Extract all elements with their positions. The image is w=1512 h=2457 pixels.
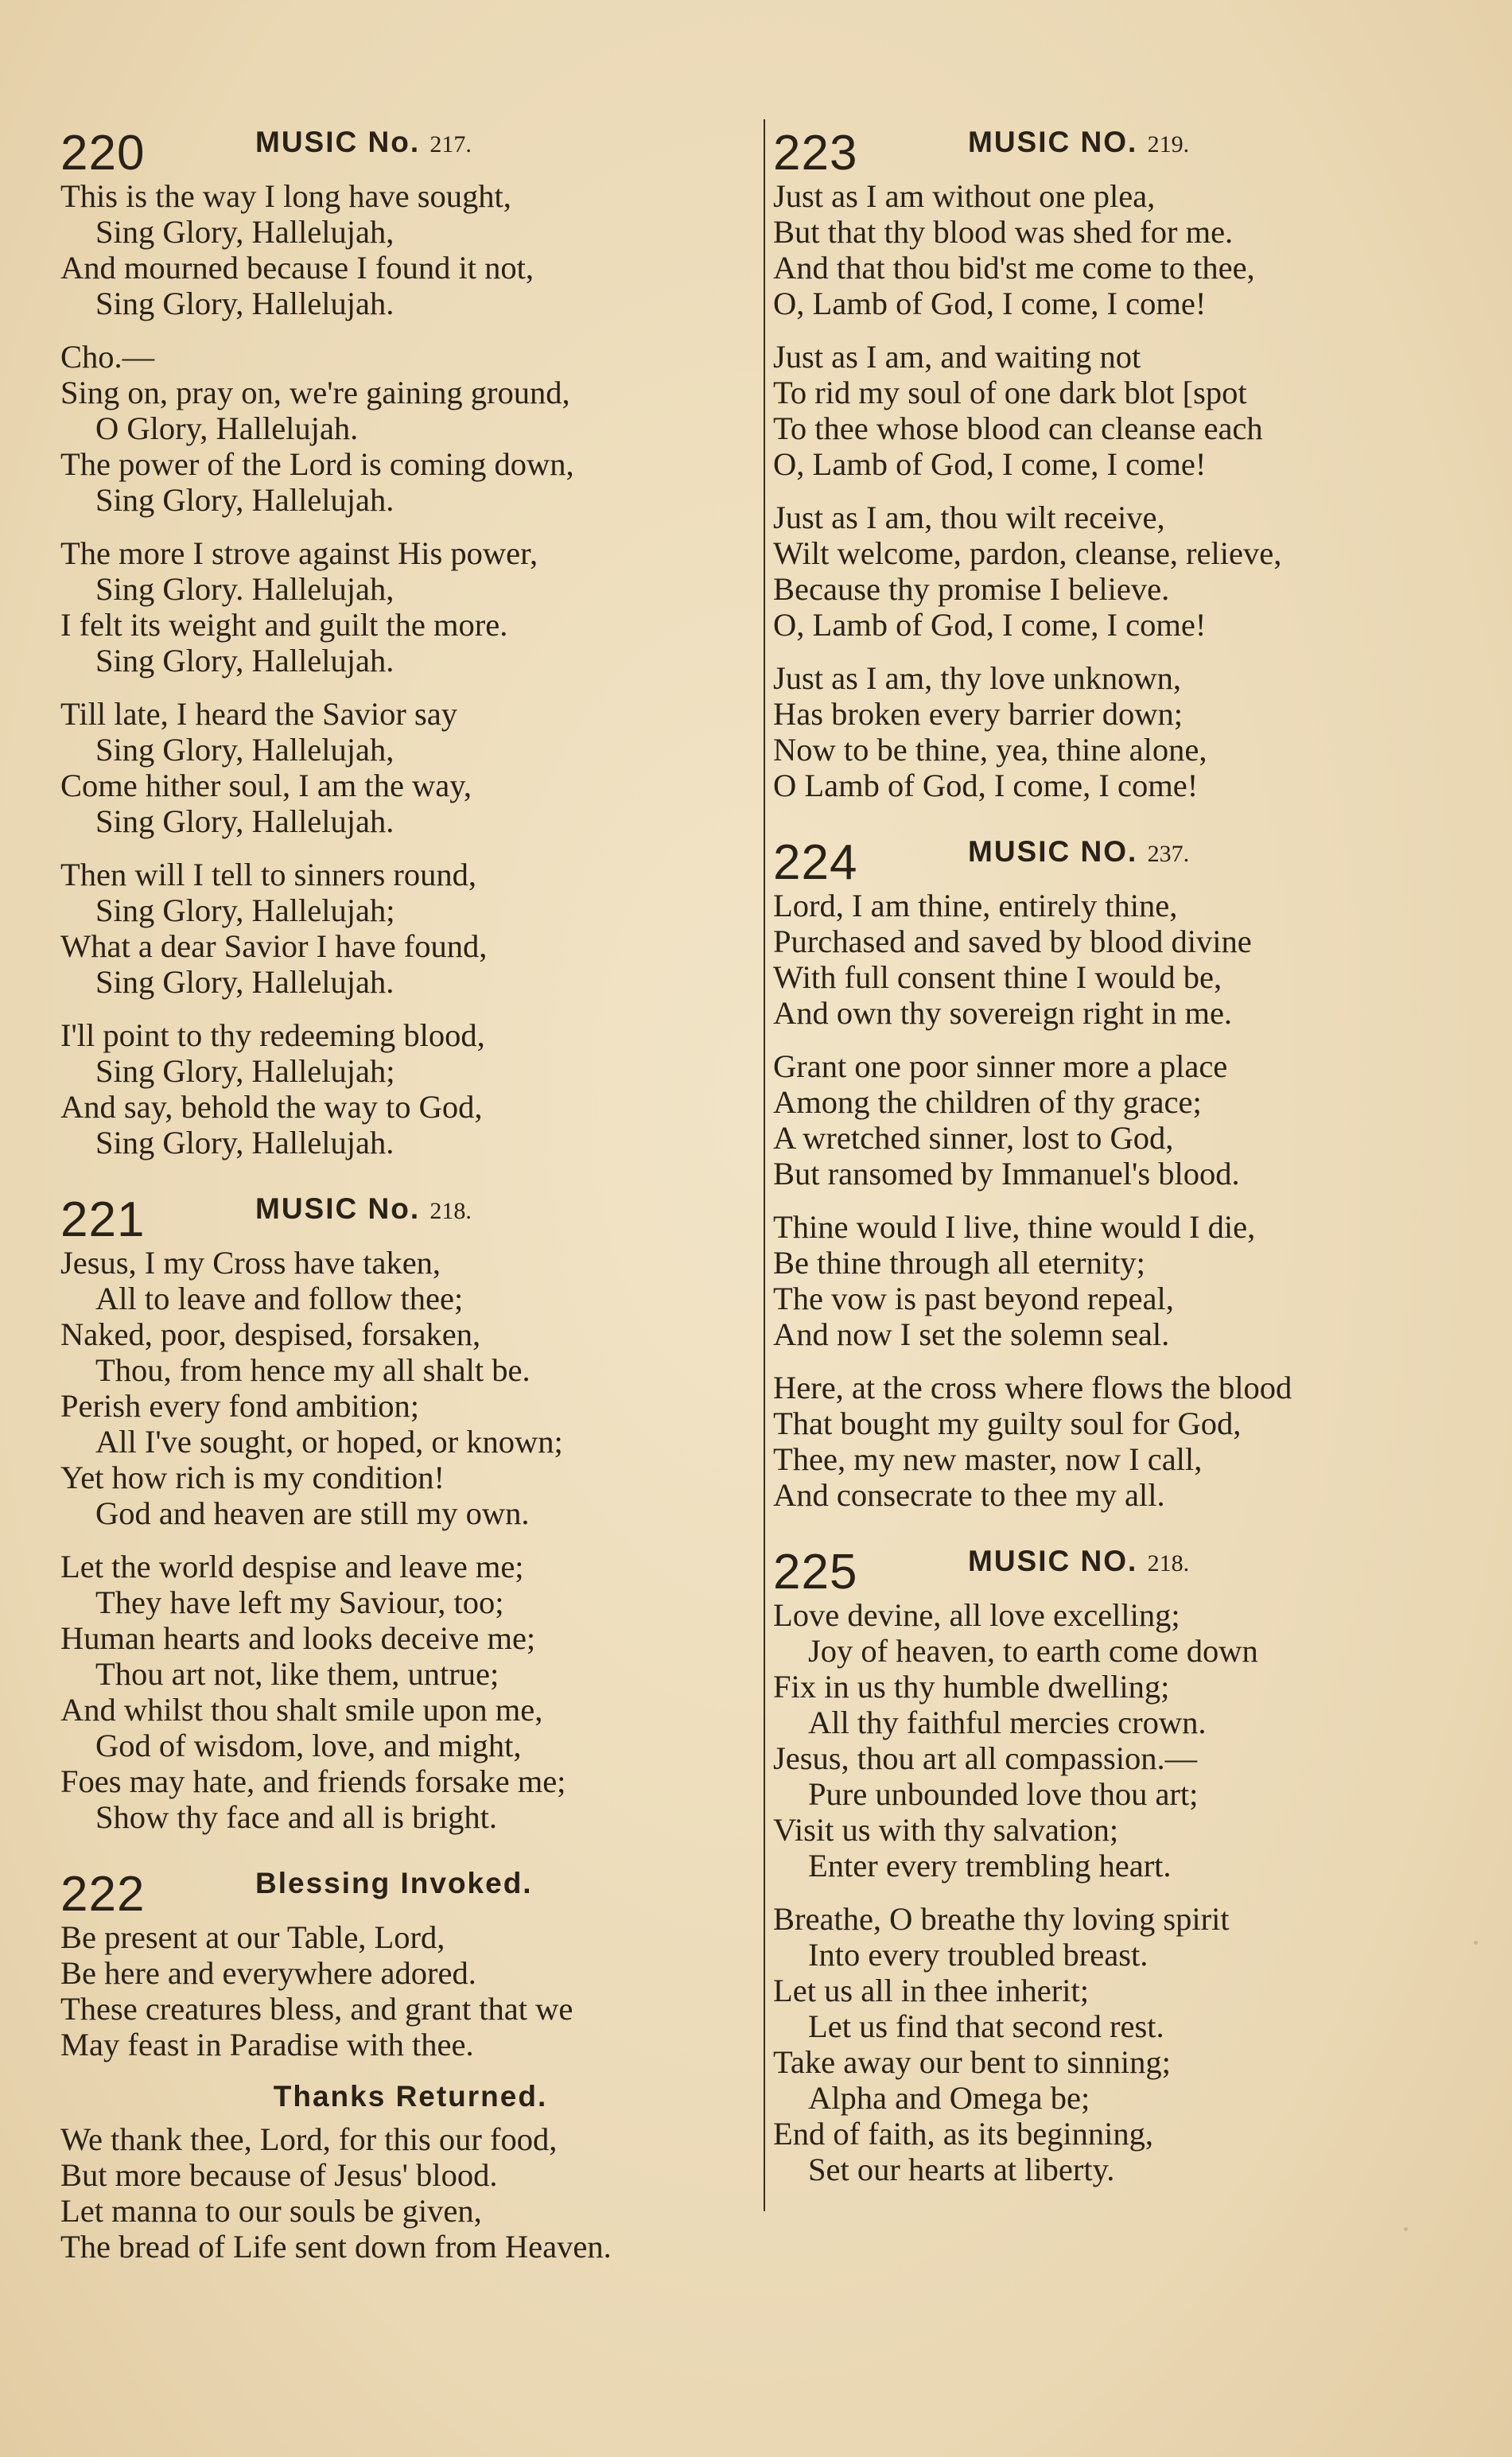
verse-line: These creatures bless, and grant that we <box>60 1991 573 2027</box>
verse-line: Set our hearts at liberty. <box>808 2152 1115 2187</box>
stanza <box>773 1048 1473 1192</box>
verse-line: Visit us with thy salvation; <box>773 1812 1119 1848</box>
verse-line: Thee, my new master, now I call, <box>773 1441 1203 1477</box>
verse-line: Come hither soul, I am the way, <box>60 768 472 803</box>
verse-line: Jesus, thou art all compassion.— <box>773 1740 1198 1776</box>
music-number: 219. <box>1147 131 1190 157</box>
verse-line: And consecrate to thee my all. <box>773 1477 1165 1513</box>
verse-line: They have left my Saviour, too; <box>95 1584 504 1620</box>
verse-line: A wretched sinner, lost to God, <box>773 1120 1174 1156</box>
stanza <box>60 1245 760 1531</box>
hymn-title-text: MUSIC NO. <box>968 1545 1148 1577</box>
verse-line: Human hearts and looks deceive me; <box>60 1620 536 1656</box>
verse-line: God of wisdom, love, and might, <box>95 1728 522 1763</box>
stanza <box>773 178 1473 321</box>
verse-line: Lord, I am thine, entirely thine, <box>773 888 1178 923</box>
verse-line: Naked, poor, despised, forsaken, <box>60 1316 481 1352</box>
verse-line: Till late, I heard the Savior say <box>60 696 458 732</box>
verse-line: Grant one poor sinner more a place <box>773 1048 1228 1084</box>
verse-line: To rid my soul of one dark blot [spot <box>773 375 1247 410</box>
hymn-number: 225 <box>773 1545 858 1600</box>
verse-line: The bread of Life sent down from Heaven. <box>60 2229 612 2265</box>
verse-line: Just as I am, thy love unknown, <box>773 660 1181 696</box>
stanza <box>773 660 1473 803</box>
verse-line: O, Lamb of God, I come, I come! <box>773 607 1207 643</box>
verse-line: Sing Glory, Hallelujah, <box>95 214 395 250</box>
hymn-title <box>255 1192 472 1245</box>
hymn-title-text: MUSIC NO. <box>968 835 1148 868</box>
verse-line: Then will I tell to sinners round, <box>60 857 477 892</box>
verse-line: Sing Glory, Hallelujah. <box>95 1125 395 1160</box>
verse-line: Among the children of thy grace; <box>773 1084 1202 1120</box>
hymn-number: 224 <box>773 835 858 890</box>
verse-line: But more because of Jesus' blood. <box>60 2157 498 2193</box>
hymn-221 <box>60 1178 760 1835</box>
verse-line: O, Lamb of God, I come, I come! <box>773 286 1207 321</box>
verse-line: All to leave and follow thee; <box>95 1281 464 1316</box>
stanza <box>773 1597 1473 1884</box>
stanza <box>60 339 760 518</box>
verse-line: Just as I am without one plea, <box>773 178 1156 214</box>
verse-line: I felt its weight and guilt the more. <box>60 607 508 643</box>
stanza <box>773 1370 1473 1513</box>
hymn-title-text: Blessing Invoked. <box>255 1867 533 1899</box>
stanza <box>60 178 760 321</box>
verse-line: Alpha and Omega be; <box>808 2080 1090 2116</box>
music-number: 218. <box>430 1198 472 1224</box>
hymn-header <box>60 1852 760 1922</box>
stanza <box>773 1901 1473 2187</box>
hymn-number: 221 <box>60 1192 146 1247</box>
verse-line: What a dear Savior I have found, <box>60 928 488 964</box>
verse-line: Because thy promise I believe. <box>773 571 1170 607</box>
verse-line: But that thy blood was shed for me. <box>773 214 1234 250</box>
stanza <box>60 857 760 1000</box>
hymn-title <box>255 126 472 178</box>
verse-line: O Lamb of God, I come, I come! <box>773 768 1199 803</box>
stanza <box>60 1919 760 2062</box>
stanza <box>60 2121 760 2265</box>
verse-line: Sing Glory, Hallelujah. <box>95 482 395 518</box>
verse-line: Just as I am, and waiting not <box>773 339 1141 375</box>
hymn-header <box>60 1178 760 1245</box>
verse-line: Sing Glory, Hallelujah. <box>95 643 395 678</box>
hymn-header <box>773 1530 1473 1600</box>
hymn-title <box>968 1545 1189 1597</box>
verse-line: Thou, from hence my all shalt be. <box>95 1352 531 1388</box>
verse-line: Sing Glory, Hallelujah; <box>95 1053 395 1089</box>
verse-line: May feast in Paradise with thee. <box>60 2027 474 2062</box>
verse-line: Joy of heaven, to earth come down <box>808 1633 1258 1669</box>
hymn-title-text: MUSIC No. <box>255 126 430 158</box>
verse-line: And mourned because I found it not, <box>60 250 534 286</box>
verse-line: And now I set the solemn seal. <box>773 1316 1170 1352</box>
verse-line: Into every troubled breast. <box>808 1937 1149 1973</box>
verse-line: Yet how rich is my condition! <box>60 1460 445 1495</box>
column-divider <box>764 119 765 2211</box>
hymn-header <box>773 821 1473 888</box>
verse-line: The vow is past beyond repeal, <box>773 1281 1174 1316</box>
verse-line: To thee whose blood can cleanse each <box>773 410 1263 446</box>
hymn-header <box>60 111 760 181</box>
verse-line: We thank thee, Lord, for this our food, <box>60 2121 558 2157</box>
verse-line: Has broken every barrier down; <box>773 696 1184 732</box>
hymn-title <box>968 835 1189 888</box>
stanza <box>773 1209 1473 1352</box>
verse-line: All I've sought, or hoped, or known; <box>95 1424 563 1460</box>
verse-line: Show thy face and all is bright. <box>95 1799 498 1835</box>
hymn-225 <box>773 1530 1473 2187</box>
verse-line: Purchased and saved by blood divine <box>773 923 1252 959</box>
hymn-title-text: MUSIC No. <box>255 1192 430 1225</box>
stanza <box>60 535 760 678</box>
verse-line: Love devine, all love excelling; <box>773 1597 1180 1633</box>
verse-line: End of faith, as its beginning, <box>773 2116 1154 2152</box>
verse-line: This is the way I long have sought, <box>60 178 511 214</box>
verse-line: Sing Glory, Hallelujah. <box>95 964 395 1000</box>
verse-line: Sing Glory, Hallelujah. <box>95 803 395 839</box>
hymn-224 <box>773 821 1473 1513</box>
music-number: 217. <box>430 131 472 157</box>
verse-line: Fix in us thy humble dwelling; <box>773 1669 1170 1705</box>
hymn-number: 220 <box>60 126 146 181</box>
verse-line: Breathe, O breathe thy loving spirit <box>773 1901 1230 1937</box>
verse-line: With full consent thine I would be, <box>773 959 1222 995</box>
verse-line: And whilst thou shalt smile upon me, <box>60 1692 543 1728</box>
verse-line: Let manna to our souls be given, <box>60 2193 482 2229</box>
hymn-title-text: MUSIC NO. <box>968 126 1148 158</box>
verse-line: That bought my guilty soul for God, <box>773 1405 1242 1441</box>
verse-line: O Glory, Hallelujah. <box>95 410 359 446</box>
verse-line: Foes may hate, and friends forsake me; <box>60 1763 566 1799</box>
hymn-header <box>773 111 1473 181</box>
hymn-223 <box>773 111 1473 803</box>
verse-line: I'll point to thy redeeming blood, <box>60 1017 485 1053</box>
verse-line: Here, at the cross where flows the blood <box>773 1370 1292 1405</box>
verse-line: The power of the Lord is coming down, <box>60 446 574 482</box>
verse-line: Let us find that second rest. <box>808 2008 1164 2044</box>
subheading: Thanks Returned. <box>273 2080 548 2113</box>
verse-line: Just as I am, thou wilt receive, <box>773 500 1165 535</box>
hymn-222 <box>60 1852 760 2265</box>
verse-line: Now to be thine, yea, thine alone, <box>773 732 1207 768</box>
stanza <box>60 1549 760 1835</box>
stanza <box>773 888 1473 1031</box>
verse-line: And say, behold the way to God, <box>60 1089 483 1125</box>
verse-line: God and heaven are still my own. <box>95 1495 530 1531</box>
paper-speck <box>1474 1941 1478 1945</box>
verse-line: Pure unbounded love thou art; <box>808 1776 1199 1812</box>
verse-line: Thou art not, like them, untrue; <box>95 1656 499 1692</box>
verse-line: Enter every trembling heart. <box>808 1848 1172 1884</box>
right-column <box>773 111 1473 2205</box>
verse-line: Be thine through all eternity; <box>773 1245 1145 1281</box>
verse-line: And own thy sovereign right in me. <box>773 995 1233 1031</box>
verse-line: Sing Glory, Hallelujah; <box>95 892 395 928</box>
verse-line: Sing Glory, Hallelujah. <box>95 286 395 321</box>
verse-line: Cho.— <box>60 339 155 375</box>
verse-line: Perish every fond ambition; <box>60 1388 420 1424</box>
music-number: 218. <box>1147 1550 1190 1576</box>
verse-line: The more I strove against His power, <box>60 535 538 571</box>
verse-line: Be present at our Table, Lord, <box>60 1919 445 1955</box>
verse-line: Let us all in thee inherit; <box>773 1973 1090 2008</box>
verse-line: Jesus, I my Cross have taken, <box>60 1245 441 1281</box>
stanza <box>773 339 1473 482</box>
hymn-number: 223 <box>773 126 858 181</box>
hymn-title <box>968 126 1189 178</box>
verse-line: Thine would I live, thine would I die, <box>773 1209 1256 1245</box>
paper-speck <box>1404 2227 1408 2231</box>
stanza <box>773 500 1473 643</box>
hymn-220 <box>60 111 760 1160</box>
verse-line: Sing Glory. Hallelujah, <box>95 571 395 607</box>
stanza <box>60 1017 760 1160</box>
verse-line: Wilt welcome, pardon, cleanse, relieve, <box>773 535 1282 571</box>
music-number: 237. <box>1147 841 1190 867</box>
hymn-title <box>255 1867 533 1919</box>
verse-line: Sing Glory, Hallelujah, <box>95 732 395 768</box>
verse-line: Take away our bent to sinning; <box>773 2044 1171 2080</box>
left-column <box>60 111 760 2282</box>
verse-line: O, Lamb of God, I come, I come! <box>773 446 1207 482</box>
hymn-number: 222 <box>60 1867 146 1922</box>
verse-line: And that thou bid'st me come to thee, <box>773 250 1255 286</box>
verse-line: All thy faithful mercies crown. <box>808 1705 1207 1740</box>
verse-line: Sing on, pray on, we're gaining ground, <box>60 375 570 410</box>
verse-line: Be here and everywhere adored. <box>60 1955 476 1991</box>
verse-line: But ransomed by Immanuel's blood. <box>773 1156 1240 1192</box>
verse-line: Let the world despise and leave me; <box>60 1549 524 1584</box>
stanza <box>60 696 760 839</box>
